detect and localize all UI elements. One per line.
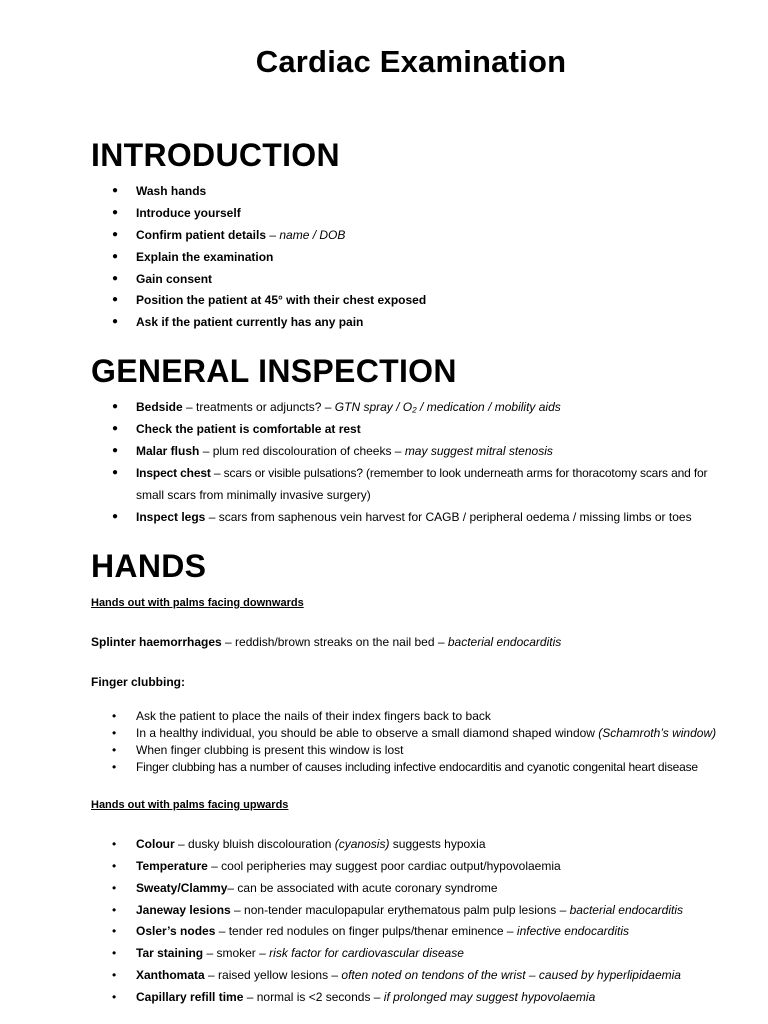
list-item: Confirm patient details – name / DOB (136, 228, 346, 242)
list-item: Inspect legs – scars from saphenous vein harvest for CAGB / peripheral oedema / missing limbs or toes (136, 510, 692, 524)
list-item: Position the patient at 45° with their chest exposed (136, 293, 427, 307)
bullet-icon: • (112, 924, 117, 938)
bullet-icon: • (112, 859, 117, 873)
bullet-icon: • (112, 881, 117, 895)
bullet-icon: • (112, 968, 117, 982)
list-item: Ask if the patient currently has any pain (136, 315, 364, 329)
list-item: Janeway lesions – non-tender maculopapular erythematous palm pulp lesions – bacterial endocarditis (136, 903, 683, 917)
list-item: Inspect chest – scars or visible pulsations? (remember to look underneath arms for thoracotomy scars and for (136, 466, 708, 480)
general-inspection-heading: GENERAL INSPECTION (91, 353, 457, 389)
bullet-icon: ● (112, 294, 119, 305)
list-item: Introduce yourself (136, 206, 241, 220)
finger-clubbing-label: Finger clubbing: (91, 675, 185, 689)
bullet-icon: • (112, 743, 117, 757)
bullet-icon: • (112, 990, 117, 1004)
bullet-icon: ● (112, 316, 119, 327)
list-item: Finger clubbing has a number of causes including infective endocarditis and cyanotic congenital heart disease (136, 760, 698, 774)
list-item: Wash hands (136, 184, 207, 198)
list-item: Capillary refill time – normal is <2 seconds – if prolonged may suggest hypovolaemia (136, 990, 596, 1004)
list-item: Temperature – cool peripheries may suggest poor cardiac output/hypovolaemia (136, 859, 561, 873)
hands-heading: HANDS (91, 548, 207, 584)
bullet-icon: • (112, 709, 117, 723)
list-item: Gain consent (136, 272, 213, 286)
list-item: When finger clubbing is present this window is lost (136, 743, 404, 757)
bullet-icon: • (112, 760, 117, 774)
splinter-haemorrhages-text: Splinter haemorrhages – reddish/brown streaks on the nail bed – bacterial endocarditis (91, 635, 562, 649)
list-item: Xanthomata – raised yellow lesions – often noted on tendons of the wrist – caused by hyperlipidaemia (136, 968, 681, 982)
list-item: Osler’s nodes – tender red nodules on finger pulps/thenar eminence – infective endocarditis (136, 924, 629, 938)
bullet-icon: • (112, 903, 117, 917)
bullet-icon: ● (112, 273, 119, 284)
bullet-icon: ● (112, 207, 119, 218)
introduction-heading: INTRODUCTION (91, 137, 340, 173)
palms-up-subheading: Hands out with palms facing upwards (91, 799, 289, 811)
list-item: Check the patient is comfortable at rest (136, 422, 361, 436)
bullet-icon: • (112, 726, 117, 740)
bullet-icon: ● (112, 445, 119, 456)
list-item: In a healthy individual, you should be able to observe a small diamond shaped window (Schamroth’s window) (136, 726, 717, 740)
palms-down-subheading: Hands out with palms facing downwards (91, 597, 304, 609)
bullet-icon: ● (112, 185, 119, 196)
list-item: Colour – dusky bluish discolouration (cyanosis) suggests hypoxia (136, 837, 486, 851)
document-title: Cardiac Examination (255, 44, 567, 79)
bullet-icon: ● (112, 467, 119, 478)
list-item: Bedside – treatments or adjuncts? – GTN spray / O₂ / medication / mobility aids (136, 400, 561, 414)
list-item-continuation: small scars from minimally invasive surgery) (136, 488, 371, 502)
bullet-icon: ● (112, 511, 119, 522)
list-item: Malar flush – plum red discolouration of cheeks – may suggest mitral stenosis (136, 444, 553, 458)
bullet-icon: ● (112, 251, 119, 262)
bullet-icon: ● (112, 423, 119, 434)
bullet-icon: ● (112, 229, 119, 240)
list-item: Explain the examination (136, 250, 274, 264)
bullet-icon: • (112, 946, 117, 960)
bullet-icon: • (112, 837, 117, 851)
list-item: Sweaty/Clammy– can be associated with acute coronary syndrome (136, 881, 498, 895)
bullet-icon: ● (112, 401, 119, 412)
list-item: Tar staining – smoker – risk factor for cardiovascular disease (136, 946, 464, 960)
list-item: Ask the patient to place the nails of their index fingers back to back (136, 709, 491, 723)
